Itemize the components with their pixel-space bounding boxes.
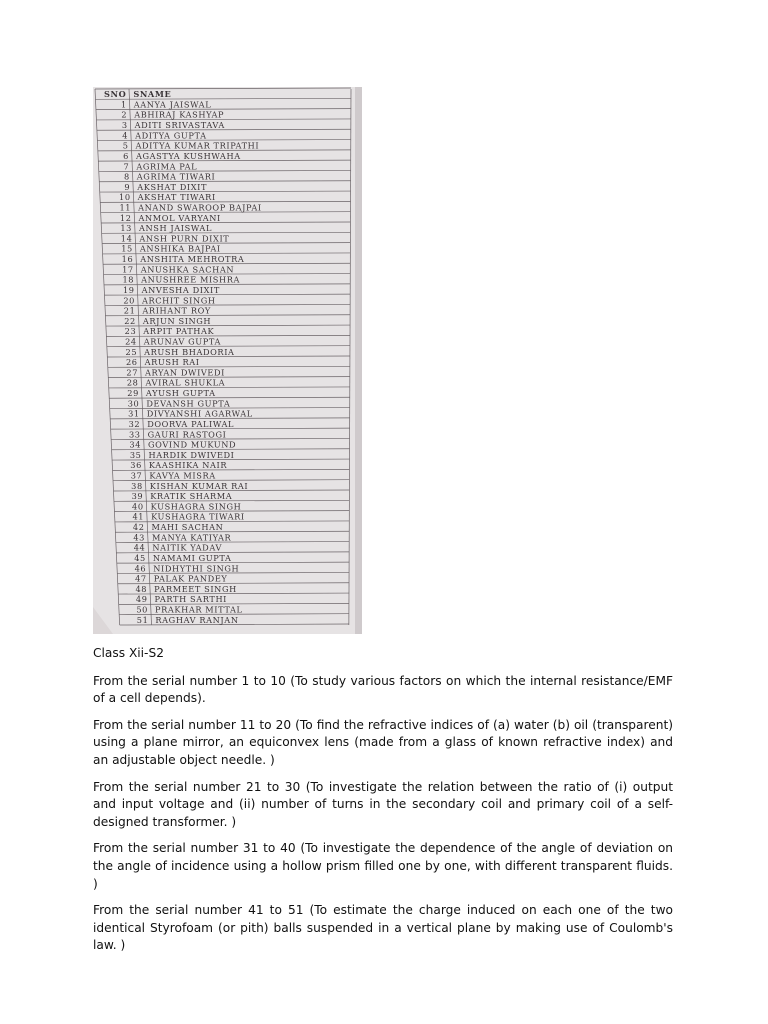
experiment-paragraph-2: From the serial number 11 to 20 (To find the refractive indices of (a) water (b) oil (transparent) using a plane mirror, an equiconvex lens (made from a glass of known refractive index) and an adjustable object needle. ) [93,717,673,767]
student-name: ARCHIT SINGH [141,295,216,306]
student-sno: 1 [120,99,127,110]
student-sno: 41 [132,511,145,522]
student-name: ARIHANT ROY [142,305,211,316]
student-name: ANVESHA DIXIT [141,284,220,295]
student-name: ARUSH RAI [144,357,200,368]
student-name: ADITYA GUPTA [135,130,207,141]
student-sno: 26 [125,357,138,368]
student-name: ANUSHKA SACHAN [140,264,235,275]
student-name: AGRIMA TIWARI [136,171,216,182]
student-sno: 12 [119,212,132,223]
student-sno: 7 [123,161,130,172]
header-sno: SNO [103,89,127,100]
student-sno: 5 [122,140,129,151]
student-sno: 27 [126,367,139,378]
student-sno: 9 [124,181,131,192]
student-sno: 17 [122,264,134,275]
student-sno: 30 [127,398,140,409]
student-sno: 36 [130,460,142,471]
student-name: PARTH SARTHI [154,594,228,605]
student-name: ABHIRAJ KASHYAP [134,109,225,120]
experiment-paragraph-1: From the serial number 1 to 10 (To study various factors on which the internal resistance/EMF of a cell depends). [93,673,673,706]
student-name: ANAND SWAROOP BAJPAI [138,202,262,213]
student-name: ARPIT PATHAK [143,326,215,337]
student-name: KRATIK SHARMA [150,491,233,502]
student-name: AGRIMA PAL [136,161,198,172]
student-name: DIVYANSHI AGARWAL [146,408,253,419]
experiment-paragraph-4: From the serial number 31 to 40 (To investigate the dependence of the angle of deviation on the angle of incidence using a hollow prism filled one by one, with different transparent fluids. ) [93,841,673,891]
student-name: DOORVA PALIWAL [147,418,235,429]
student-sno: 39 [131,491,144,502]
student-sno: 45 [134,552,146,563]
student-sno: 21 [123,305,136,316]
student-name: ARUNAV GUPTA [143,336,221,347]
student-name: AYUSH GUPTA [145,388,216,399]
student-sno: 8 [123,171,130,182]
student-name: KUSHAGRA TIWARI [151,511,245,522]
student-sno: 19 [122,284,135,295]
student-sno: 43 [133,532,145,543]
student-sno: 40 [132,501,144,512]
student-name: AGASTYA KUSHWAHA [135,150,241,161]
student-name: MANYA KATIYAR [151,532,232,543]
student-name: AKSHAT TIWARI [137,192,216,203]
student-name: HARDIK DWIVEDI [148,449,235,460]
student-sno: 34 [129,439,142,450]
student-name: ARUSH BHADORIA [144,346,235,357]
experiment-paragraph-5: From the serial number 41 to 51 (To estimate the charge induced on each one of the two identical Styrofoam (or pith) balls suspended in a vertical plane by making use of Coulomb's law. ) [93,903,673,953]
student-sno: 37 [130,470,143,481]
student-name: PALAK PANDEY [153,573,228,584]
student-name: ADITYA KUMAR TRIPATHI [135,140,260,151]
student-name: NIDHYTHI SINGH [153,563,240,574]
paper-edge [355,87,362,634]
student-sno: 11 [119,202,132,213]
student-sno: 51 [136,614,149,625]
student-name: NAITIK YADAV [152,542,222,553]
student-sno: 31 [128,408,140,419]
roll-list-photo [93,87,362,634]
student-sno: 44 [133,542,146,553]
student-sno: 42 [132,522,145,533]
student-name: ANUSHREE MISHRA [141,274,241,285]
student-name: KAVYA MISRA [149,470,216,481]
student-sno: 22 [124,315,136,326]
student-name: DEVANSH GUPTA [146,398,231,409]
student-name: GOVIND MUKUND [148,439,237,450]
student-name: ANSHITA MEHROTRA [140,254,245,265]
student-sno: 46 [134,563,147,574]
student-sno: 20 [123,295,135,306]
student-sno: 35 [129,449,142,460]
student-sno: 48 [135,583,148,594]
document-body [93,645,673,964]
student-sno: 38 [131,480,143,491]
roll-list-table [93,87,362,634]
student-name: NAMAMI GUPTA [152,552,232,563]
student-sno: 32 [128,418,141,429]
student-name: MAHI SACHAN [151,522,224,533]
student-name: ARYAN DWIVEDI [145,367,226,378]
student-sno: 49 [135,594,148,605]
student-sno: 3 [121,120,128,131]
student-sno: 15 [121,243,133,254]
student-name: GAURI RASTOGI [147,429,227,440]
student-sno: 23 [124,326,137,337]
student-sno: 6 [123,150,129,161]
student-sno: 25 [125,346,138,357]
student-name: PARMEET SINGH [154,583,237,594]
student-sno: 14 [120,233,133,244]
student-sno: 13 [120,223,132,234]
student-name: ANSHIKA BAJPAI [139,243,221,254]
student-name: AANYA JAISWAL [133,99,212,110]
student-sno: 29 [127,388,139,399]
student-name: ADITI SRIVASTAVA [134,120,225,131]
student-name: ARJUN SINGH [142,315,212,326]
student-sno: 16 [121,254,134,265]
student-name: PRAKHAR MITTAL [154,604,243,615]
student-name: KISHAN KUMAR RAI [149,480,249,491]
student-sno: 28 [126,377,139,388]
student-sno: 50 [136,604,148,615]
student-name: AKSHAT DIXIT [137,181,208,192]
student-sno: 33 [129,429,141,440]
student-name: ANSH JAISWAL [138,223,212,234]
student-sno: 4 [122,130,129,141]
student-name: AVIRAL SHUKLA [145,377,226,388]
experiment-paragraph-3: From the serial number 21 to 30 (To investigate the relation between the ratio of (i) output and input voltage and (ii) number of turns in the secondary coil and primary coil of a self-designed transformer. ) [93,779,673,829]
student-name: ANMOL VARYANI [138,212,221,223]
student-sno: 2 [121,109,128,120]
student-name: ANSH PURN DIXIT [139,233,230,244]
student-name: KAASHIKA NAIR [148,460,228,471]
student-sno: 10 [119,192,131,203]
student-sno: 18 [122,274,135,285]
student-sno: 47 [135,573,147,584]
student-name: RAGHAV RANJAN [155,614,239,625]
class-label: Class Xii-S2 [93,646,164,660]
header-sname: SNAME [133,89,172,100]
student-sno: 24 [125,336,137,347]
student-name: KUSHAGRA SINGH [150,501,242,512]
